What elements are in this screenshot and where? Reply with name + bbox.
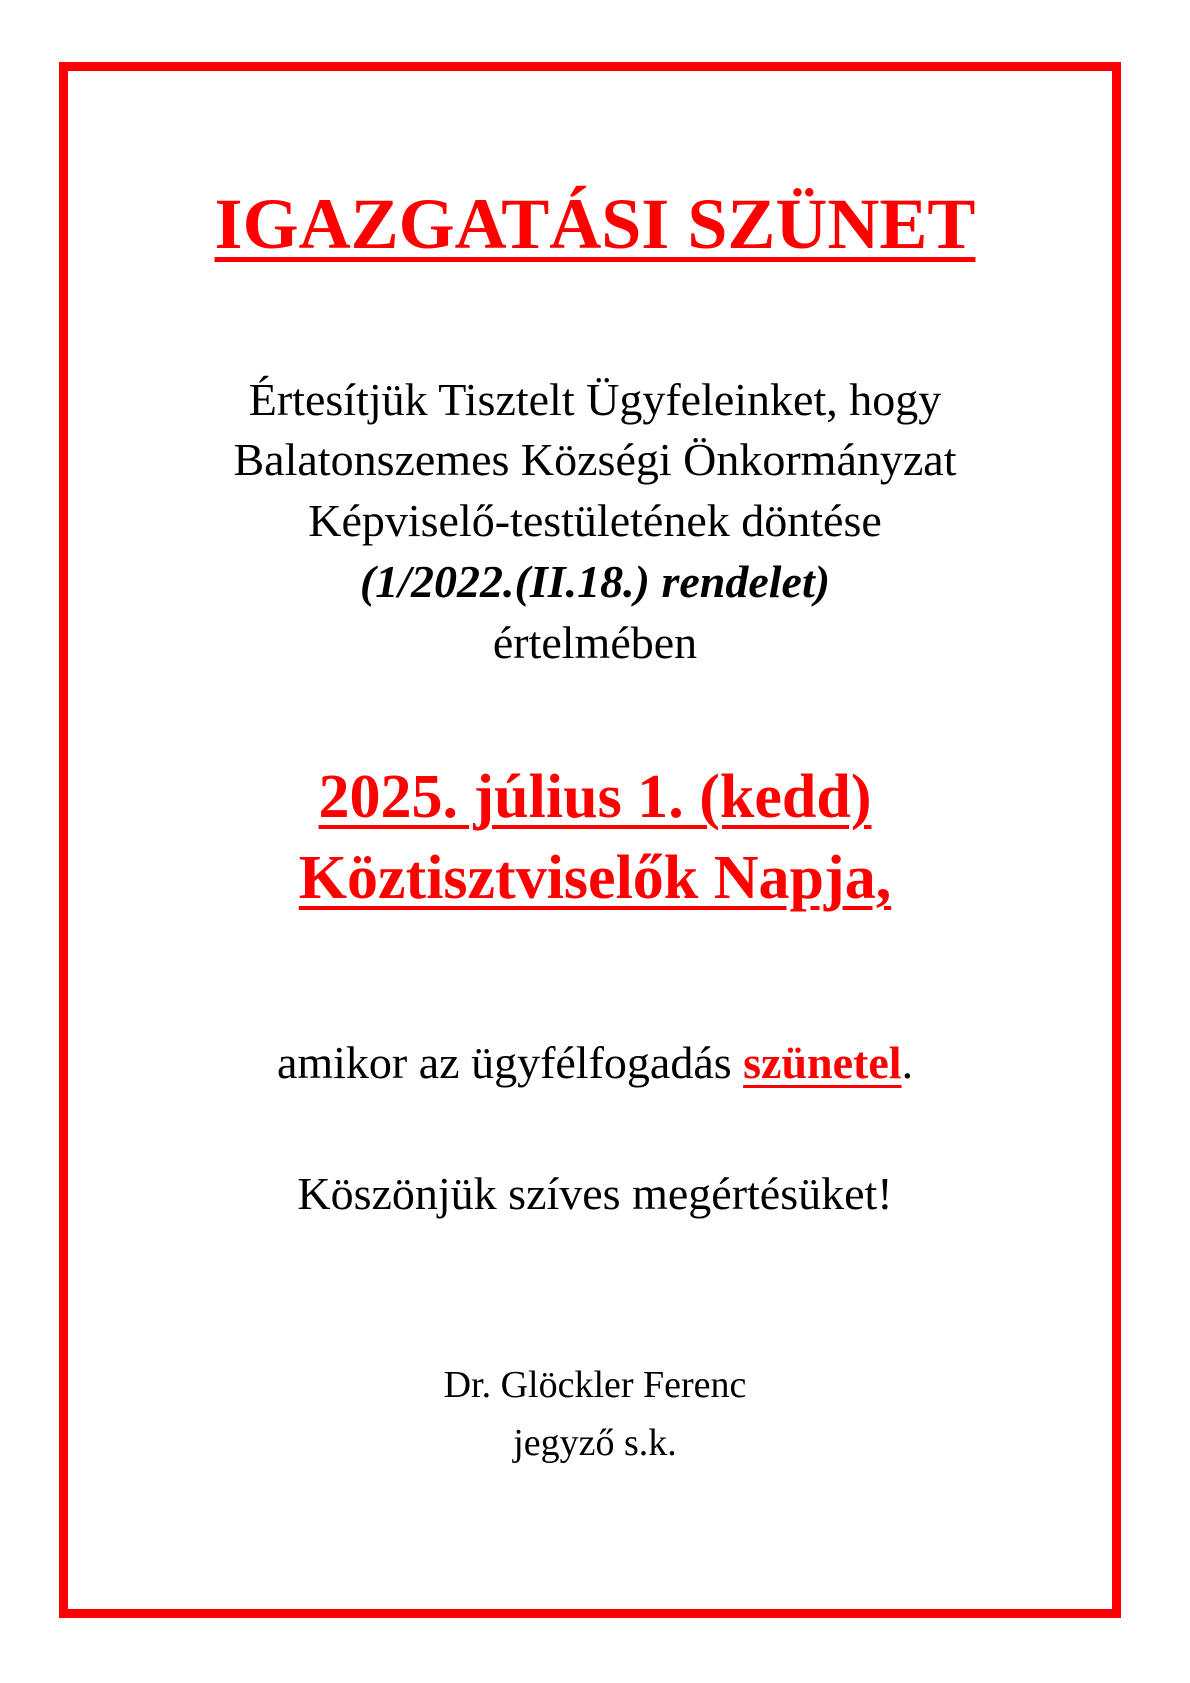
signatory-role: jegyző s.k. [513, 1422, 677, 1464]
holiday-date: 2025. július 1. (kedd) [318, 763, 872, 831]
intro-line-1: Értesítjük Tisztelt Ügyfeleinket, hogy [248, 374, 942, 425]
signatory-name: Dr. Glöckler Ferenc [443, 1364, 747, 1406]
intro-line-3: Képviselő-testületének döntése [308, 495, 882, 546]
thanks-line: Köszönjük szíves megértésüket! [297, 1168, 893, 1219]
closure-notice [0, 1036, 1190, 1090]
closure-notice-prefix: amikor az ügyfélfogadás [276, 1037, 744, 1088]
closure-notice-suffix: . [901, 1037, 914, 1088]
intro-line-5: értelmében [492, 617, 698, 668]
closure-keyword: szünetel [743, 1037, 902, 1088]
holiday-name: Köztisztviselők Napja, [298, 844, 892, 912]
notice-title: IGAZGATÁSI SZÜNET [214, 184, 976, 264]
intro-line-2: Balatonszemes Községi Önkormányzat [233, 434, 957, 485]
ordinance-reference: (1/2022.(II.18.) rendelet) [359, 556, 831, 607]
